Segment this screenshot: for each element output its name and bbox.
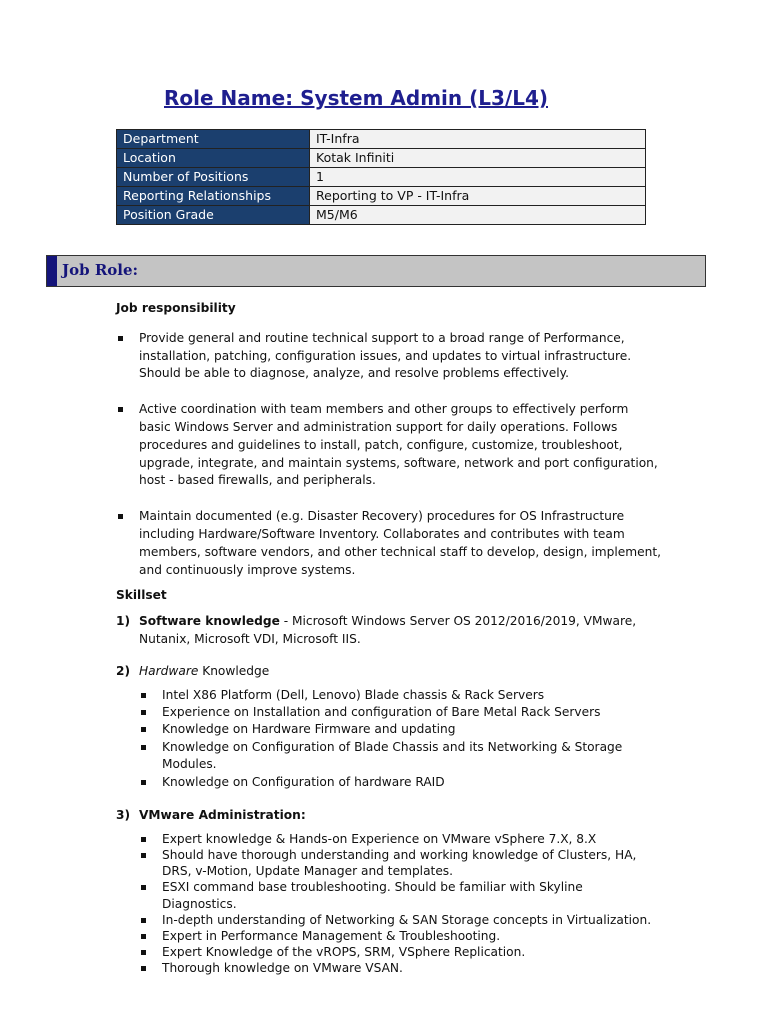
skill-number: 3) xyxy=(116,807,131,822)
skill-software xyxy=(116,613,661,649)
table-row xyxy=(117,187,646,206)
skill-label: VMware Administration: xyxy=(139,807,306,822)
row-key: Number of Positions xyxy=(117,168,310,187)
table-row xyxy=(117,130,646,149)
job-role-section-header xyxy=(46,255,706,287)
skill-label-italic: Hardware xyxy=(139,663,199,678)
skill-text: - Microsoft Windows Server OS 2012/2016/2019, VMware, Nutanix, Microsoft VDI, Microsoft IIS. xyxy=(139,614,637,646)
row-value: Kotak Infiniti xyxy=(310,149,646,168)
skill-hardware xyxy=(116,663,661,681)
skill-label-rest: Knowledge xyxy=(198,663,270,678)
skill-vmware xyxy=(116,807,661,825)
hardware-list xyxy=(116,687,661,791)
responsibility-list xyxy=(116,330,661,580)
row-key: Department xyxy=(117,130,310,149)
list-item: Intel X86 Platform (Dell, Lenovo) Blade chassis & Rack Servers xyxy=(162,687,661,704)
skillset-heading: Skillset xyxy=(116,588,167,603)
list-item: Maintain documented (e.g. Disaster Recovery) procedures for OS Infrastructure including Hardware/Software Inventory. Collaborates and contributes with team members, software vendors, and other technical staff to develop, design, implement, and continuously improve systems. xyxy=(116,508,661,579)
row-value: M5/M6 xyxy=(310,206,646,225)
page-title: Role Name: System Admin (L3/L4) xyxy=(164,86,548,110)
row-value: 1 xyxy=(310,168,646,187)
row-value: Reporting to VP - IT-Infra xyxy=(310,187,646,206)
vmware-list xyxy=(116,831,661,977)
responsibility-heading: Job responsibility xyxy=(116,301,236,315)
skill-number: 2) xyxy=(116,663,131,678)
list-item: Expert in Performance Management & Troubleshooting. xyxy=(162,928,661,944)
list-item: In-depth understanding of Networking & SAN Storage concepts in Virtualization. xyxy=(162,912,661,928)
row-key: Reporting Relationships xyxy=(117,187,310,206)
list-item: Active coordination with team members and other groups to effectively perform basic Windows Server and administration support for daily operations. Follows procedures and guidelines to install, patch, configure, customize, troubleshoot, upgrade, integrate, and maintain systems, software, network and port configuration, host - based firewalls, and peripherals. xyxy=(116,401,661,490)
table-row xyxy=(117,168,646,187)
row-value: IT-Infra xyxy=(310,130,646,149)
skill-label: Software knowledge xyxy=(139,614,280,629)
list-item: Experience on Installation and configuration of Bare Metal Rack Servers xyxy=(162,704,661,721)
list-item: Expert Knowledge of the vROPS, SRM, VSphere Replication. xyxy=(162,944,661,960)
list-item: Expert knowledge & Hands-on Experience on VMware vSphere 7.X, 8.X xyxy=(162,831,661,847)
row-key: Location xyxy=(117,149,310,168)
section-label: Job Role: xyxy=(62,261,139,279)
list-item: Knowledge on Configuration of Blade Chassis and its Networking & Storage Modules. xyxy=(162,739,661,774)
list-item: Thorough knowledge on VMware VSAN. xyxy=(162,960,661,976)
list-item: Should have thorough understanding and working knowledge of Clusters, HA, DRS, v-Motion, Update Manager and templates. xyxy=(162,847,661,879)
list-item: Knowledge on Configuration of hardware RAID xyxy=(162,774,661,791)
table-row xyxy=(117,149,646,168)
table-row xyxy=(117,206,646,225)
section-accent-bar xyxy=(47,256,57,286)
list-item: Knowledge on Hardware Firmware and updating xyxy=(162,721,661,738)
list-item: Provide general and routine technical support to a broad range of Performance, installation, patching, configuration issues, and updates to virtual infrastructure. Should be able to diagnose, analyze, and resolve problems effectively. xyxy=(116,330,661,383)
job-description-body xyxy=(116,300,661,993)
row-key: Position Grade xyxy=(117,206,310,225)
list-item: ESXI command base troubleshooting. Should be familiar with Skyline Diagnostics. xyxy=(162,879,661,911)
skill-number: 1) xyxy=(116,614,131,629)
role-info-table xyxy=(116,129,646,225)
